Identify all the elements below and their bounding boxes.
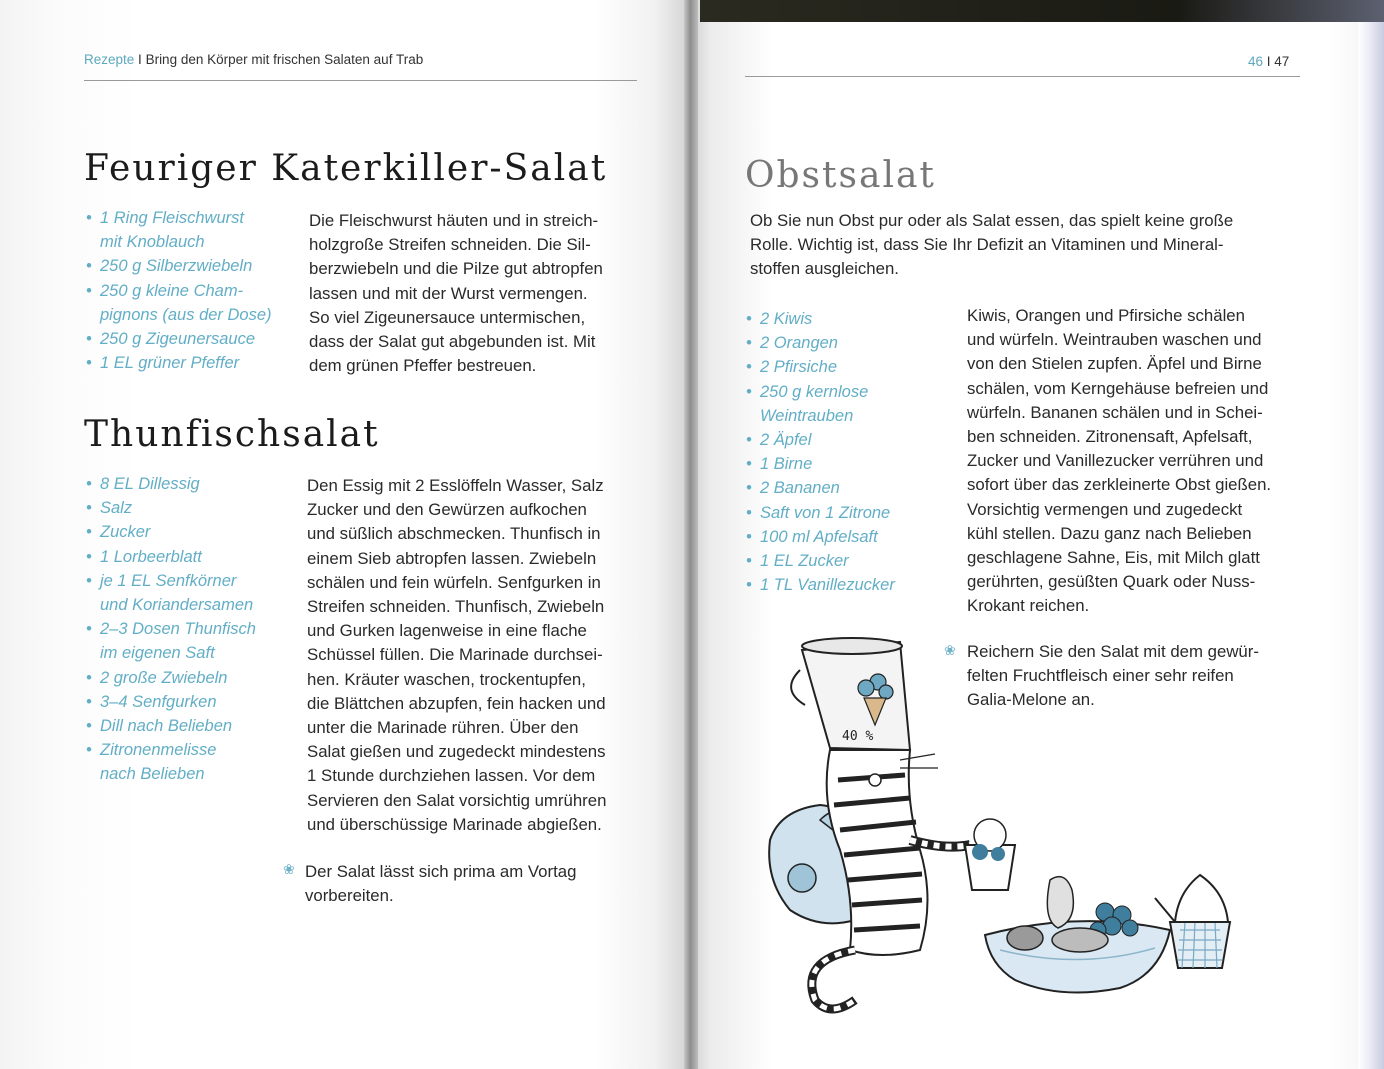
- ingredient-text: 1 EL Zucker: [760, 552, 849, 571]
- bullet-icon: •: [86, 717, 92, 736]
- ingredient-item: [86, 569, 286, 617]
- bullet-icon: •: [86, 620, 92, 639]
- ingredient-item: [86, 738, 286, 786]
- ingredient-item: [86, 254, 296, 278]
- bullet-icon: •: [86, 547, 92, 566]
- ingredient-text: je 1 EL Senfkörner: [100, 571, 237, 590]
- ingredient-text: 1 TL Vanillezucker: [760, 576, 895, 595]
- ingredient-item: [86, 714, 286, 738]
- running-head: [84, 52, 423, 67]
- ingredient-text: und Koriandersamen: [100, 596, 254, 615]
- cat-illustration: [760, 630, 1260, 1020]
- ingredient-list: [86, 472, 286, 787]
- bullet-icon: •: [746, 382, 752, 401]
- ingredient-item: [746, 573, 956, 597]
- ingredient-item: [746, 549, 956, 573]
- ingredient-item: [86, 327, 296, 351]
- ingredient-item: [86, 520, 286, 544]
- bullet-icon: •: [86, 692, 92, 711]
- ingredient-item: [86, 617, 286, 665]
- bullet-icon: •: [86, 330, 92, 349]
- ingredient-text: Weintrauben: [760, 406, 854, 425]
- paw-icon: ❀: [944, 643, 956, 659]
- bullet-icon: •: [746, 479, 752, 498]
- ingredient-item: [746, 331, 956, 355]
- method-text: Den Essig mit 2 Esslöffeln Wasser, Salz Zucker und den Gewürzen aufkochen und süßlich abschmecken. Thunfisch in einem Sieb abtropfen lassen. Zwiebeln schälen und fein würfeln. Senfgurken in Streifen schneiden. Thunfisch, Zwiebeln und Gurken lagenweise in eine flache Schüssel füllen. Die Marinade durchsei- hen. Kräuter waschen, trockentupfen, die Blättchen abzupfen, fein hacken und unter die Marinade rühren. Über den Salat gießen und zugedeckt mindestens 1 Stunde durchziehen lassen. Vor dem Servieren den Salat vorsichtig umrühren und überschüssige Marinade abgießen.: [307, 476, 607, 834]
- ingredient-text: 2 Orangen: [760, 334, 838, 353]
- ingredient-text: 2 große Zwiebeln: [100, 668, 228, 687]
- ingredient-item: [86, 690, 286, 714]
- ingredient-item: [746, 307, 956, 331]
- ingredient-text: 250 g Zigeunersauce: [100, 330, 256, 349]
- paw-icon: ❀: [283, 862, 295, 878]
- bullet-icon: •: [746, 455, 752, 474]
- bullet-icon: •: [746, 431, 752, 450]
- bullet-icon: •: [86, 257, 92, 276]
- ingredient-text: 1 Lorbeerblatt: [100, 547, 202, 566]
- running-head-separator: I: [134, 52, 146, 67]
- ingredient-item: [746, 476, 956, 500]
- ingredient-text: Saft von 1 Zitrone: [760, 503, 891, 522]
- bullet-icon: •: [746, 527, 752, 546]
- ingredient-text: nach Belieben: [100, 765, 205, 784]
- ingredient-text: Zucker: [100, 523, 151, 542]
- ingredient-text: mit Knoblauch: [100, 233, 205, 252]
- ingredient-text: 8 EL Dillessig: [100, 475, 200, 493]
- bullet-icon: •: [746, 358, 752, 377]
- page-numbers: [1248, 54, 1289, 69]
- ingredient-text: 100 ml Apfelsaft: [760, 527, 878, 546]
- ingredient-text: 250 g kernlose: [760, 382, 869, 401]
- bullet-icon: •: [746, 334, 752, 353]
- page-number-separator: I: [1263, 54, 1275, 69]
- bullet-icon: •: [746, 552, 752, 571]
- ingredient-text: 3–4 Senfgurken: [100, 692, 217, 711]
- book-gutter: [684, 0, 698, 1069]
- ingredient-text: 250 g Silberzwiebeln: [100, 257, 253, 276]
- method-text: Kiwis, Orangen und Pfirsiche schälen und würfeln. Weintrauben waschen und von den Stielen zupfen. Äpfel und Birne schälen, vom Kerngehäuse befreien und würfeln. Bananen schälen und in Schei- ben schneiden. Zitronensaft, Apfelsaft, Zucker und Vanillezucker verrühren und sofort über das zerkleinerte Obst gießen. Vorsichtig vermengen und zugedeckt kühl stellen. Dazu ganz nach Belieben geschlagene Sahne, Eis, mit Milch glatt gerührten, gesüßten Quark oder Nuss- Krokant reichen.: [967, 306, 1272, 616]
- bullet-icon: •: [86, 499, 92, 518]
- bullet-icon: •: [86, 281, 92, 300]
- scan-background: [700, 0, 1384, 22]
- ingredient-text: 2 Kiwis: [760, 310, 813, 328]
- bullet-icon: •: [746, 576, 752, 595]
- page-edge: [1358, 22, 1384, 1069]
- ingredient-text: 2 Pfirsiche: [760, 358, 838, 377]
- ingredient-item: [746, 428, 956, 452]
- bullet-icon: •: [86, 475, 92, 493]
- ingredient-item: [86, 472, 286, 496]
- ingredient-text: 2–3 Dosen Thunfisch: [100, 620, 256, 639]
- header-rule-right: [745, 76, 1300, 77]
- method-text: Die Fleischwurst häuten und in streich- holzgroße Streifen schneiden. Die Sil- berzwiebeln und die Pilze gut abtropfen lassen und mit der Wurst vermengen. So viel Zigeunersauce untermischen, dass der Salat gut abgebunden ist. Mit dem grünen Pfeffer bestreuen.: [309, 211, 603, 376]
- ingredient-text: pignons (aus der Dose): [100, 305, 272, 324]
- page-number-right: 47: [1274, 54, 1290, 69]
- ingredient-item: [746, 525, 956, 549]
- ingredient-item: [746, 501, 956, 525]
- ingredient-text: 1 Birne: [760, 455, 813, 474]
- ingredient-text: 1 EL grüner Pfeffer: [100, 354, 240, 373]
- recipe-title: Thunfischsalat: [84, 414, 380, 455]
- bullet-icon: •: [746, 503, 752, 522]
- bullet-icon: •: [86, 668, 92, 687]
- intro-text: Ob Sie nun Obst pur oder als Salat essen, das spielt keine große Rolle. Wichtig ist, dass Sie Ihr Defizit an Vitaminen und Mineral- stoffen ausgleichen.: [750, 211, 1234, 279]
- ingredient-text: 2 Äpfel: [760, 431, 812, 450]
- tip-text: Der Salat lässt sich prima am Vortag vorbereiten.: [305, 862, 577, 906]
- recipe-title: Obstsalat: [745, 155, 936, 196]
- ingredient-text: 2 Bananen: [760, 479, 840, 498]
- ingredient-list: [86, 206, 296, 375]
- tip-text: Reichern Sie den Salat mit dem gewür- felten Fruchtfleisch einer sehr reifen Galia-Melone an.: [967, 642, 1259, 710]
- ingredient-item: [746, 452, 956, 476]
- bullet-icon: •: [86, 571, 92, 590]
- ingredient-item: [86, 351, 296, 375]
- header-rule: [84, 80, 637, 81]
- ingredient-text: im eigenen Saft: [100, 644, 215, 663]
- ingredient-list: [746, 307, 956, 597]
- recipe-title: Feuriger Katerkiller-Salat: [84, 148, 608, 189]
- bullet-icon: •: [86, 209, 92, 227]
- bullet-icon: •: [86, 523, 92, 542]
- ingredient-item: [86, 279, 296, 327]
- ingredient-item: [86, 666, 286, 690]
- running-head-title: Bring den Körper mit frischen Salaten auf Trab: [145, 52, 424, 67]
- bucket-label: 40 %: [842, 729, 874, 744]
- bullet-icon: •: [746, 310, 752, 328]
- ingredient-item: [86, 206, 296, 254]
- running-head-section: Rezepte: [84, 52, 135, 67]
- ingredient-text: Dill nach Belieben: [100, 717, 233, 736]
- page-number-left: 46: [1248, 54, 1264, 69]
- ingredient-text: 1 Ring Fleischwurst: [100, 209, 244, 227]
- ingredient-text: Salz: [100, 499, 133, 518]
- ingredient-text: Zitronenmelisse: [100, 741, 217, 760]
- ingredient-item: [746, 380, 956, 428]
- ingredient-text: 250 g kleine Cham-: [100, 281, 244, 300]
- ingredient-item: [86, 496, 286, 520]
- ingredient-item: [86, 545, 286, 569]
- bullet-icon: •: [86, 354, 92, 373]
- bullet-icon: •: [86, 741, 92, 760]
- ingredient-item: [746, 355, 956, 379]
